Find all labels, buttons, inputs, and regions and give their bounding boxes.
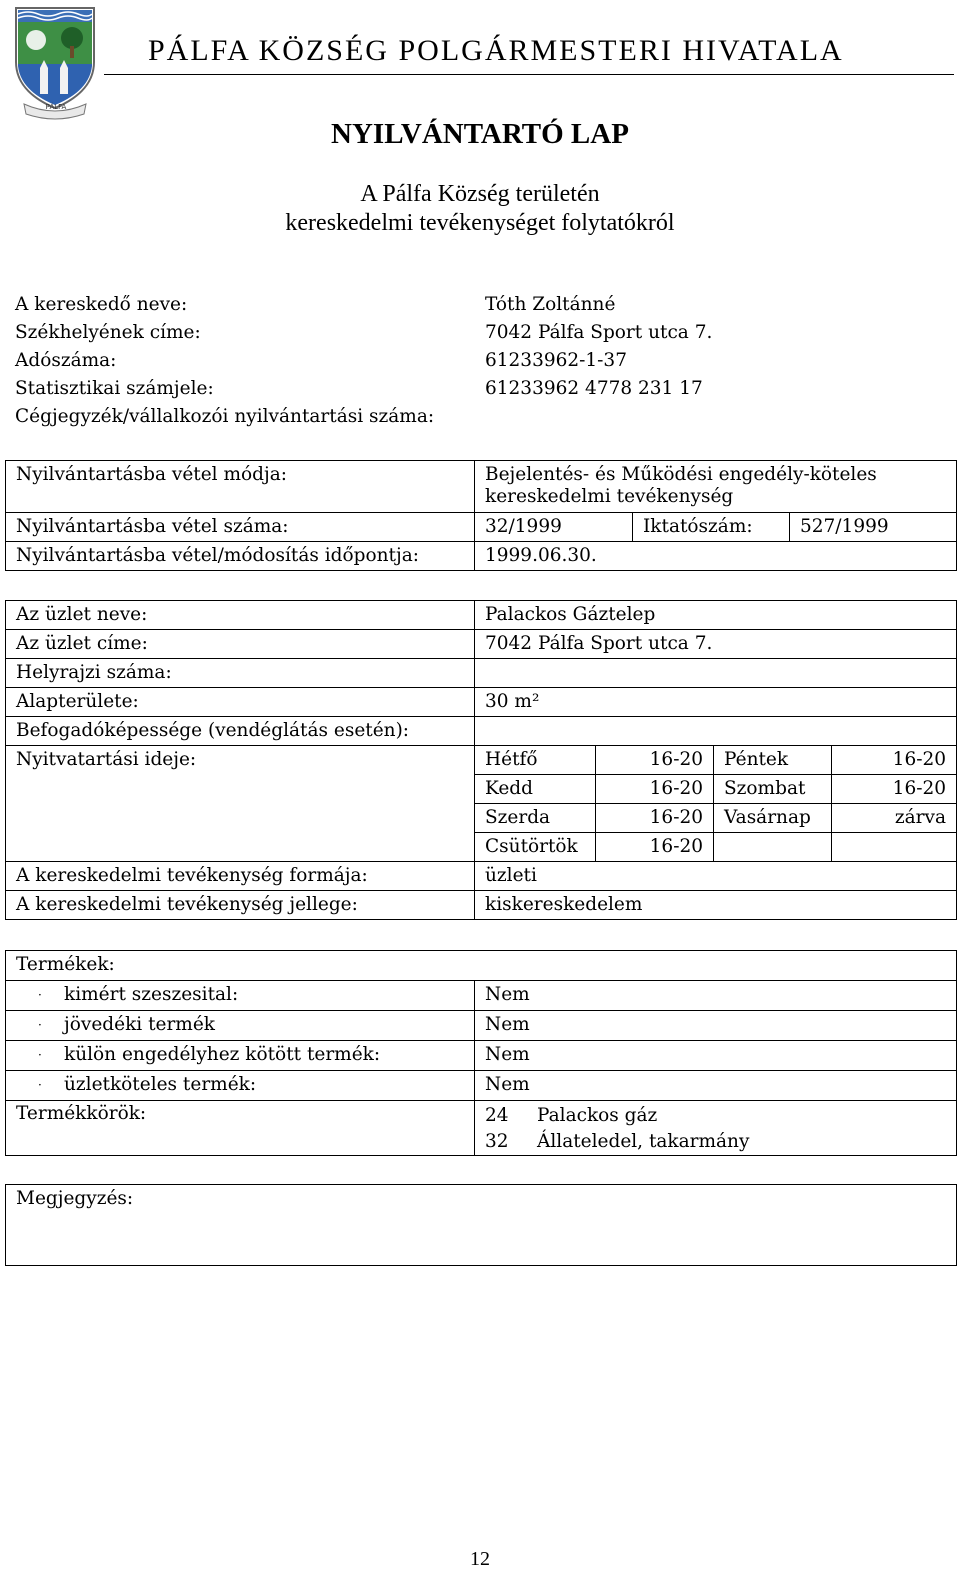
bullet-icon: · bbox=[38, 988, 42, 1002]
hours-day: Vasárnap bbox=[714, 804, 832, 833]
subtitle-line-1: A Pálfa Község területén bbox=[360, 181, 600, 207]
products-table bbox=[5, 950, 957, 1156]
product-group-code: 24 bbox=[485, 1105, 509, 1126]
product-item-text: kimért szeszesital: bbox=[64, 984, 239, 1005]
hours-day bbox=[714, 833, 832, 862]
product-group-item bbox=[485, 1103, 946, 1129]
bullet-icon: · bbox=[38, 1048, 42, 1062]
hours-time: 16-20 bbox=[596, 804, 714, 833]
hours-day: Hétfő bbox=[475, 746, 596, 775]
hours-time: 16-20 bbox=[596, 833, 714, 862]
hours-time: 16-20 bbox=[832, 746, 957, 775]
registration-mode-line-2: kereskedelmi tevékenység bbox=[485, 486, 734, 507]
floor-area-value: 30 m² bbox=[475, 688, 957, 717]
product-groups-row bbox=[6, 1101, 957, 1156]
hours-time: 16-20 bbox=[832, 775, 957, 804]
opening-hours-spacer bbox=[6, 833, 475, 862]
capacity-value bbox=[475, 717, 957, 746]
activity-form-label: A kereskedelmi tevékenység formája: bbox=[6, 862, 475, 891]
product-item-row bbox=[6, 981, 957, 1011]
registration-mode-row bbox=[6, 461, 957, 513]
header-divider bbox=[104, 74, 954, 75]
registration-mode-line-1 bbox=[485, 464, 946, 486]
activity-type-value: kiskereskedelem bbox=[475, 891, 957, 920]
products-header: Termékek: bbox=[6, 951, 957, 981]
product-item-row bbox=[6, 1011, 957, 1041]
registration-date-row bbox=[6, 542, 957, 571]
capacity-row bbox=[6, 717, 957, 746]
shop-name-row bbox=[6, 601, 957, 630]
registration-mode-label: Nyilvántartásba vétel módja: bbox=[6, 461, 475, 513]
tax-number-label: Adószáma: bbox=[15, 350, 117, 371]
notes-label: Megjegyzés: bbox=[16, 1188, 134, 1209]
tax-number-value: 61233962-1-37 bbox=[485, 350, 627, 371]
opening-hours-spacer bbox=[6, 775, 475, 804]
opening-hours-row bbox=[6, 833, 957, 862]
crest-ribbon-text: PÁLFA bbox=[45, 103, 67, 111]
bullet-icon: · bbox=[38, 1078, 42, 1092]
hours-time: 16-20 bbox=[596, 775, 714, 804]
activity-form-row bbox=[6, 862, 957, 891]
hours-time: zárva bbox=[832, 804, 957, 833]
product-item-label bbox=[6, 981, 475, 1011]
products-header-row bbox=[6, 951, 957, 981]
activity-type-label: A kereskedelmi tevékenység jellege: bbox=[6, 891, 475, 920]
product-item-row bbox=[6, 1071, 957, 1101]
product-item-label bbox=[6, 1011, 475, 1041]
activity-form-value: üzleti bbox=[475, 862, 957, 891]
registration-mode-value bbox=[475, 461, 957, 513]
page-number: 12 bbox=[470, 1548, 490, 1570]
registry-number-label: Cégjegyzék/vállalkozói nyilvántartási száma: bbox=[15, 406, 435, 427]
product-group-name: Palackos gáz bbox=[537, 1105, 658, 1126]
product-item-label bbox=[6, 1041, 475, 1071]
hours-day: Kedd bbox=[475, 775, 596, 804]
product-item-row bbox=[6, 1041, 957, 1071]
registration-number-label: Nyilvántartásba vétel száma: bbox=[6, 513, 475, 542]
product-item-text: külön engedélyhez kötött termék: bbox=[64, 1044, 381, 1065]
lot-number-label: Helyrajzi száma: bbox=[6, 659, 475, 688]
statistical-code-value: 61233962 4778 231 17 bbox=[485, 378, 703, 399]
product-groups-list bbox=[475, 1101, 957, 1156]
lot-number-row bbox=[6, 659, 957, 688]
registration-number-row bbox=[6, 513, 957, 542]
opening-hours-label: Nyitvatartási ideje: bbox=[6, 746, 475, 775]
registration-mode-line-1-text: Bejelentés- és Működési engedély-köteles bbox=[485, 464, 877, 485]
floor-area-row bbox=[6, 688, 957, 717]
product-group-name: Állateledel, takarmány bbox=[537, 1131, 750, 1152]
bullet-icon: · bbox=[38, 1018, 42, 1032]
registration-table bbox=[5, 460, 957, 571]
lot-number-value bbox=[475, 659, 957, 688]
shop-name-label: Az üzlet neve: bbox=[6, 601, 475, 630]
shop-name-value: Palackos Gáztelep bbox=[475, 601, 957, 630]
opening-hours-row bbox=[6, 804, 957, 833]
trader-address-value: 7042 Pálfa Sport utca 7. bbox=[485, 322, 713, 343]
notes-box bbox=[5, 1184, 957, 1266]
office-title: PÁLFA KÖZSÉG POLGÁRMESTERI HIVATALA bbox=[148, 34, 844, 67]
hours-day: Szerda bbox=[475, 804, 596, 833]
opening-hours-spacer bbox=[6, 804, 475, 833]
registration-number-value: 32/1999 bbox=[475, 513, 633, 542]
file-number-value: 527/1999 bbox=[790, 513, 957, 542]
opening-hours-row bbox=[6, 775, 957, 804]
registration-date-value: 1999.06.30. bbox=[475, 542, 957, 571]
product-item-value: Nem bbox=[475, 1071, 957, 1101]
municipal-crest bbox=[14, 4, 96, 120]
product-item-text: üzletköteles termék: bbox=[64, 1074, 257, 1095]
statistical-code-label: Statisztikai számjele: bbox=[15, 378, 214, 399]
shop-address-row bbox=[6, 630, 957, 659]
hours-day: Csütörtök bbox=[475, 833, 596, 862]
product-item-value: Nem bbox=[475, 981, 957, 1011]
activity-type-row bbox=[6, 891, 957, 920]
product-group-item bbox=[485, 1129, 946, 1155]
trader-name-label: A kereskedő neve: bbox=[15, 294, 188, 315]
capacity-label: Befogadóképessége (vendéglátás esetén): bbox=[6, 717, 475, 746]
product-item-value: Nem bbox=[475, 1041, 957, 1071]
product-groups-label: Termékkörök: bbox=[6, 1101, 475, 1156]
trader-name-value: Tóth Zoltánné bbox=[485, 294, 616, 315]
product-item-text: jövedéki termék bbox=[64, 1014, 215, 1035]
shop-table bbox=[5, 600, 957, 920]
hours-day: Péntek bbox=[714, 746, 832, 775]
registration-date-label: Nyilvántartásba vétel/módosítás időpontja: bbox=[6, 542, 475, 571]
shop-address-label: Az üzlet címe: bbox=[6, 630, 475, 659]
product-item-value: Nem bbox=[475, 1011, 957, 1041]
file-number-label: Iktatószám: bbox=[633, 513, 790, 542]
hours-time: 16-20 bbox=[596, 746, 714, 775]
hours-time bbox=[832, 833, 957, 862]
trader-address-label: Székhelyének címe: bbox=[15, 322, 201, 343]
opening-hours-row bbox=[6, 746, 957, 775]
document-title: NYILVÁNTARTÓ LAP bbox=[331, 118, 629, 150]
product-group-code: 32 bbox=[485, 1131, 509, 1152]
shop-address-value: 7042 Pálfa Sport utca 7. bbox=[475, 630, 957, 659]
document-subtitle bbox=[0, 180, 960, 238]
hours-day: Szombat bbox=[714, 775, 832, 804]
product-item-label bbox=[6, 1071, 475, 1101]
subtitle-line-2: kereskedelmi tevékenységet folytatókról bbox=[285, 210, 675, 236]
floor-area-label: Alapterülete: bbox=[6, 688, 475, 717]
